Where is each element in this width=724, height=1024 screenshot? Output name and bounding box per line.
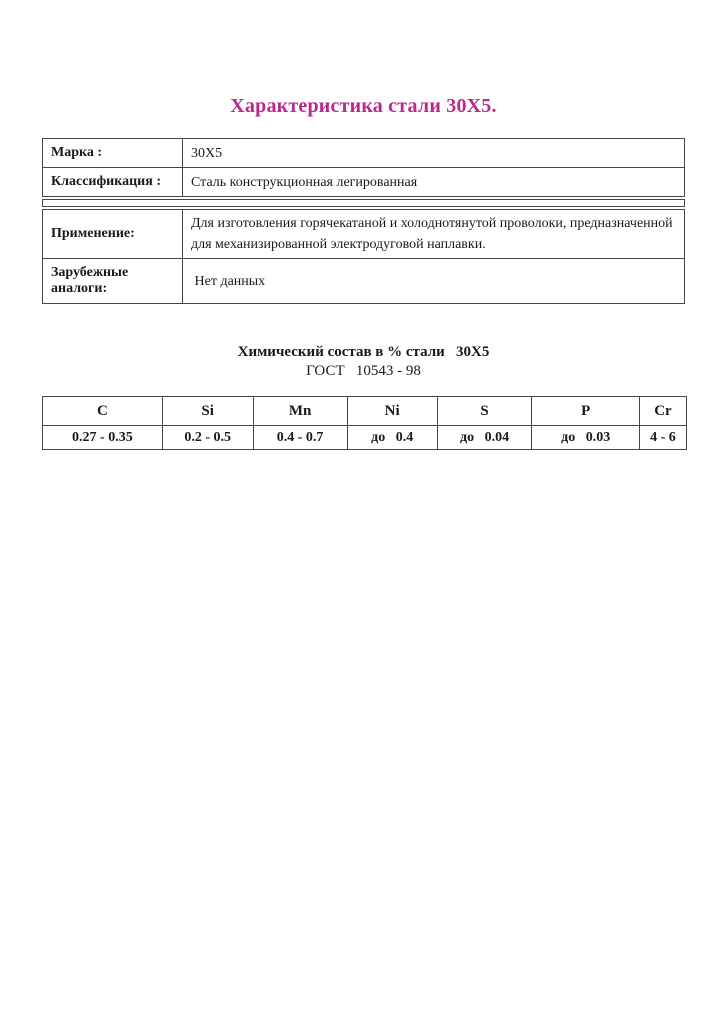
chem-value-ni: до 0.4 <box>347 426 437 450</box>
chem-header-c: C <box>43 397 163 426</box>
page-title: Характеристика стали 30Х5. <box>230 95 497 117</box>
page-content <box>42 0 685 450</box>
table-row-klassifikaciya <box>43 168 685 197</box>
chem-header-si: Si <box>162 397 253 426</box>
row-value-primenenie: Для изготовления горячекатаной и холоднотянутой проволоки, предназначенной для механизированной электродуговой наплавки. <box>183 210 685 259</box>
table-row-analogi <box>43 259 685 304</box>
row-label-primenenie: Применение: <box>43 210 183 259</box>
row-value-marka: 30Х5 <box>183 139 685 168</box>
row-value-klassifikaciya: Сталь конструкционная легированная <box>183 168 685 197</box>
chem-header-ni: Ni <box>347 397 437 426</box>
chem-header-mn: Mn <box>253 397 347 426</box>
table-row-marka <box>43 139 685 168</box>
chem-header-s: S <box>437 397 532 426</box>
chem-header-p: P <box>532 397 640 426</box>
chem-value-c: 0.27 - 0.35 <box>43 426 163 450</box>
row-label-marka: Марка : <box>43 139 183 168</box>
table-spacer-strip <box>42 199 685 207</box>
row-label-analogi: Зарубежные аналоги: <box>43 259 183 304</box>
table-row-primenenie <box>43 210 685 259</box>
row-label-klassifikaciya: Классификация : <box>43 168 183 197</box>
chem-values-row <box>43 426 687 450</box>
chem-value-mn: 0.4 - 0.7 <box>253 426 347 450</box>
chem-value-si: 0.2 - 0.5 <box>162 426 253 450</box>
composition-heading: Химический состав в % стали 30Х5 <box>237 344 490 360</box>
row-value-analogi: Нет данных <box>183 259 685 304</box>
chemical-composition-table <box>42 396 687 450</box>
chem-header-row <box>43 397 687 426</box>
composition-gost-line: ГОСТ 10543 - 98 <box>306 363 421 379</box>
chem-value-p: до 0.03 <box>532 426 640 450</box>
steel-info-table-bottom <box>42 209 685 304</box>
chem-header-cr: Cr <box>639 397 686 426</box>
steel-info-table-top <box>42 138 685 197</box>
chem-value-s: до 0.04 <box>437 426 532 450</box>
chem-value-cr: 4 - 6 <box>639 426 686 450</box>
